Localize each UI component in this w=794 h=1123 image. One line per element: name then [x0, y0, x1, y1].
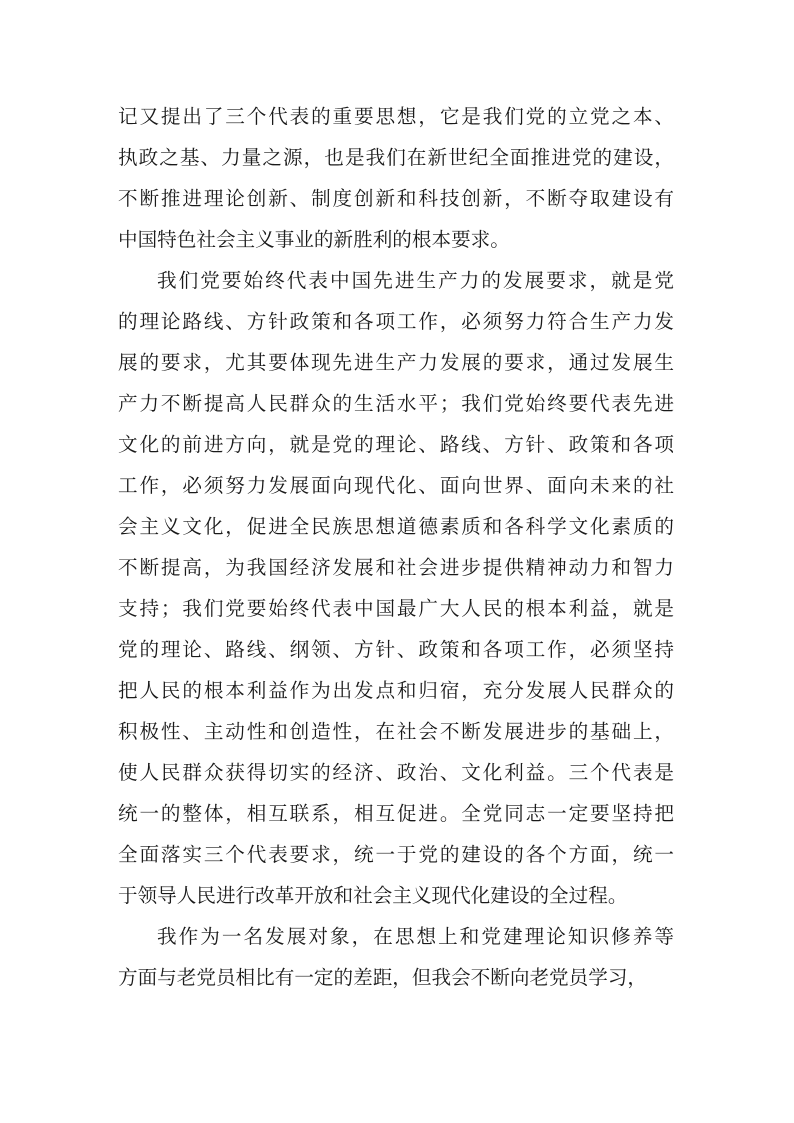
text-line: 积极性、主动性和创造性，在社会不断发展进步的基础上，: [118, 720, 674, 743]
text-line: 统一的整体，相互联系，相互促进。全党同志一定要坚持把: [118, 802, 674, 825]
paragraph-first-line: 我们党要始终代表中国先进生产力的发展要求，就是党: [157, 269, 674, 292]
text-line: 方面与老党员相比有一定的差距，但我会不断向老党员学习，: [118, 966, 648, 989]
text-line: 于领导人民进行改革开放和社会主义现代化建设的全过程。: [118, 884, 628, 907]
text-line: 工作，必须努力发展面向现代化、面向世界、面向未来的社: [118, 474, 674, 497]
text-line: 执政之基、力量之源，也是我们在新世纪全面推进党的建设，: [118, 146, 674, 169]
text-line: 中国特色社会主义事业的新胜利的根本要求。: [118, 228, 510, 251]
text-line: 不断提高，为我国经济发展和社会进步提供精神动力和智力: [118, 556, 674, 579]
text-line: 不断推进理论创新、制度创新和科技创新，不断夺取建设有: [118, 187, 674, 210]
text-line: 记又提出了三个代表的重要思想，它是我们党的立党之本、: [118, 105, 674, 128]
text-line: 支持；我们党要始终代表中国最广大人民的根本利益，就是: [118, 597, 674, 620]
text-line: 产力不断提高人民群众的生活水平；我们党始终要代表先进: [118, 392, 674, 415]
text-line: 全面落实三个代表要求，统一于党的建设的各个方面，统一: [118, 843, 674, 866]
text-line: 展的要求，尤其要体现先进生产力发展的要求，通过发展生: [118, 351, 674, 374]
text-line: 文化的前进方向，就是党的理论、路线、方针、政策和各项: [118, 433, 674, 456]
text-line: 会主义文化，促进全民族思想道德素质和各科学文化素质的: [118, 515, 674, 538]
text-line: 的理论路线、方针政策和各项工作，必须努力符合生产力发: [118, 310, 674, 333]
text-line: 党的理论、路线、纲领、方针、政策和各项工作，必须坚持: [118, 638, 674, 661]
paragraph-first-line: 我作为一名发展对象，在思想上和党建理论知识修养等: [157, 925, 674, 948]
text-line: 使人民群众获得切实的经济、政治、文化利益。三个代表是: [118, 761, 674, 784]
text-line: 把人民的根本利益作为出发点和归宿，充分发展人民群众的: [118, 679, 674, 702]
